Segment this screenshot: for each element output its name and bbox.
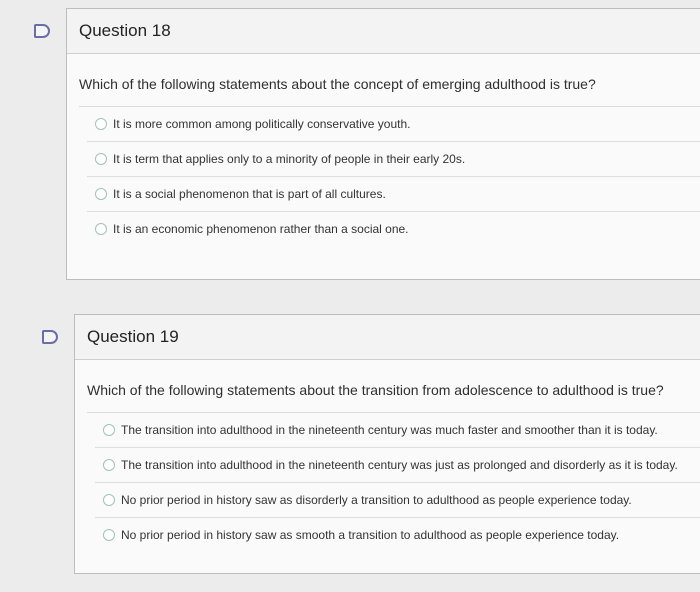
question-title: Question 18 bbox=[79, 21, 171, 40]
answer-option-label: No prior period in history saw as disorderly a transition to adulthood as people experience today. bbox=[121, 493, 632, 507]
radio-button[interactable] bbox=[103, 459, 115, 471]
question-19-block bbox=[74, 314, 700, 574]
radio-button[interactable] bbox=[95, 118, 107, 130]
answer-option-label: No prior period in history saw as smooth a transition to adulthood as people experience today. bbox=[121, 528, 620, 542]
flag-question-19-icon[interactable] bbox=[42, 330, 58, 344]
question-prompt: Which of the following statements about the transition from adolescence to adulthood is true? bbox=[87, 360, 700, 413]
answer-option[interactable] bbox=[87, 212, 700, 246]
question-18-block bbox=[66, 8, 700, 280]
question-title: Question 19 bbox=[87, 327, 179, 346]
answer-option-label: The transition into adulthood in the nineteenth century was much faster and smoother than it is today. bbox=[121, 423, 658, 437]
answer-option[interactable] bbox=[95, 518, 700, 552]
answer-option[interactable] bbox=[95, 413, 700, 448]
question-prompt: Which of the following statements about the concept of emerging adulthood is true? bbox=[79, 54, 700, 107]
answer-option-label: It is more common among politically conservative youth. bbox=[113, 117, 411, 131]
answer-option[interactable] bbox=[95, 448, 700, 483]
radio-button[interactable] bbox=[95, 223, 107, 235]
radio-button[interactable] bbox=[95, 188, 107, 200]
answer-option-label: It is an economic phenomenon rather than a social one. bbox=[113, 222, 409, 236]
answer-option-label: It is term that applies only to a minority of people in their early 20s. bbox=[113, 152, 466, 166]
answer-option[interactable] bbox=[87, 142, 700, 177]
question-18-header bbox=[67, 9, 700, 54]
answer-option[interactable] bbox=[87, 177, 700, 212]
flag-question-18-icon[interactable] bbox=[34, 24, 50, 38]
answer-option[interactable] bbox=[87, 107, 700, 142]
answer-option[interactable] bbox=[95, 483, 700, 518]
radio-button[interactable] bbox=[103, 529, 115, 541]
radio-button[interactable] bbox=[103, 494, 115, 506]
radio-button[interactable] bbox=[95, 153, 107, 165]
answer-option-label: It is a social phenomenon that is part of all cultures. bbox=[113, 187, 386, 201]
radio-button[interactable] bbox=[103, 424, 115, 436]
answer-option-label: The transition into adulthood in the nineteenth century was just as prolonged and disorderly as it is today. bbox=[121, 458, 678, 472]
question-19-header bbox=[75, 315, 700, 360]
